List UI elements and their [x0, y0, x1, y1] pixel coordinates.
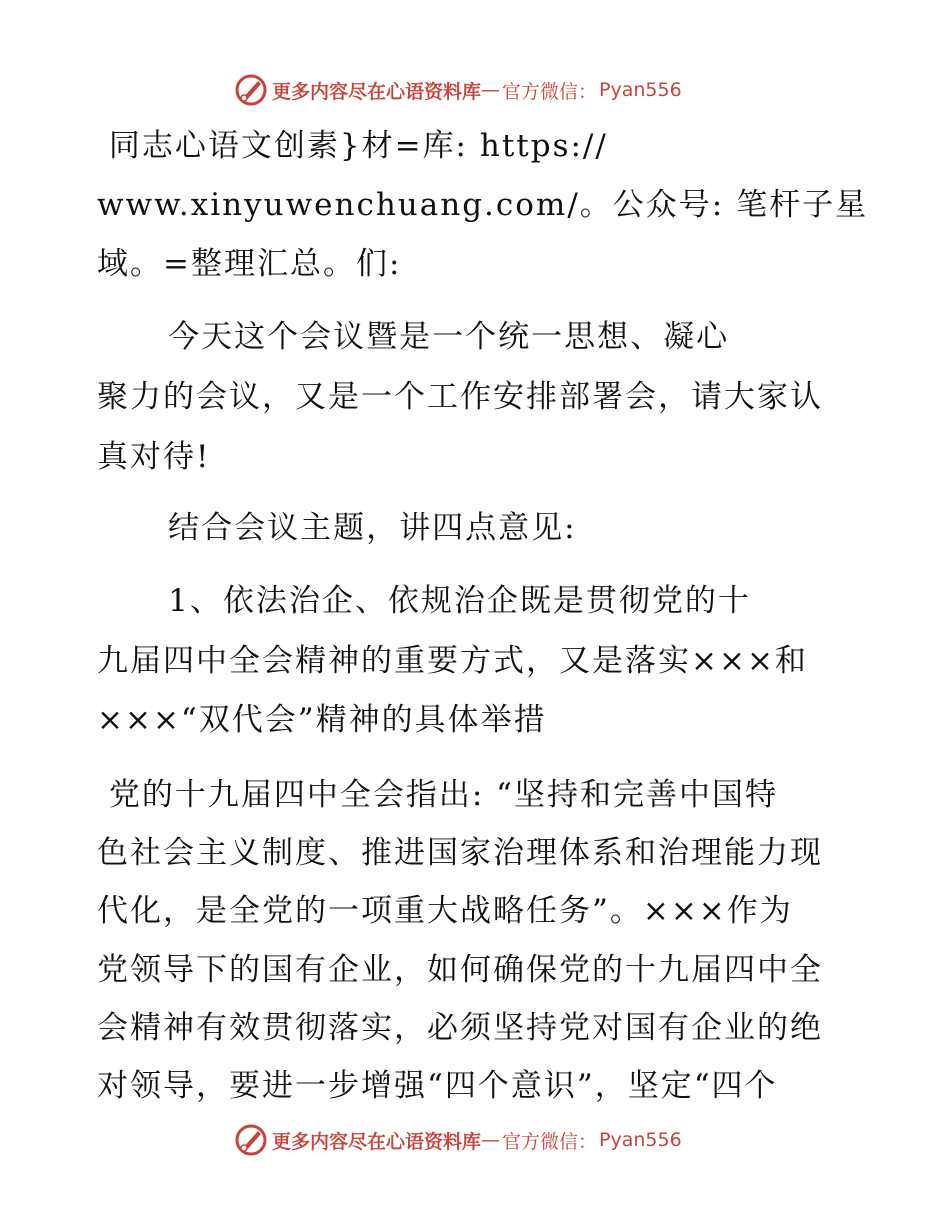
text-line: 域。=整理汇总。们:: [97, 246, 402, 282]
banner-wechat-label: 官方微信：: [502, 80, 598, 103]
pen-logo-icon: [234, 73, 268, 107]
pen-logo-icon: [234, 1123, 268, 1157]
text-line: 1、依法治企、依规治企既是贯彻党的十: [97, 583, 751, 619]
banner-wechat-id: Pyan556: [599, 79, 682, 101]
text-line: 对领导，要进一步增强“四个意识”，坚定“四个: [97, 1068, 778, 1104]
text-line: 同志心语文创素}材=库: https://: [97, 128, 608, 164]
banner-dash: —: [481, 79, 501, 101]
text-line: 党领导下的国有企业，如何确保党的十九届四中全: [97, 952, 823, 988]
footer-banner: [234, 1122, 682, 1158]
text-line: 党的十九届四中全会指出: “坚持和完善中国特: [97, 777, 778, 813]
text-line: www.xinyuwenchuang.com/。公众号: 笔杆子星: [97, 187, 869, 223]
text-line: 色社会主义制度、推进国家治理体系和治理能力现: [97, 835, 823, 871]
text-line: 代化，是全党的一项重大战略任务”。×××作为: [97, 893, 793, 929]
text-line: 今天这个会议暨是一个统一思想、凝心: [97, 319, 730, 355]
text-line: 九届四中全会精神的重要方式，又是落实×××和: [97, 643, 808, 679]
banner-main-text: 更多内容尽在心语资料库: [272, 1130, 482, 1153]
banner-wechat-id: Pyan556: [599, 1129, 682, 1151]
text-line: ×××“双代会”精神的具体举措: [97, 702, 547, 738]
banner-main-text: 更多内容尽在心语资料库: [272, 80, 482, 103]
header-banner: [234, 72, 682, 108]
banner-wechat-label: 官方微信：: [502, 1130, 598, 1153]
text-line: 会精神有效贯彻落实，必须坚持党对国有企业的绝: [97, 1010, 823, 1046]
text-line: 结合会议主题，讲四点意见:: [97, 510, 577, 546]
text-line: 真对待!: [97, 439, 211, 475]
text-line: 聚力的会议，又是一个工作安排部署会，请大家认: [97, 379, 823, 415]
banner-dash: —: [481, 1129, 501, 1151]
